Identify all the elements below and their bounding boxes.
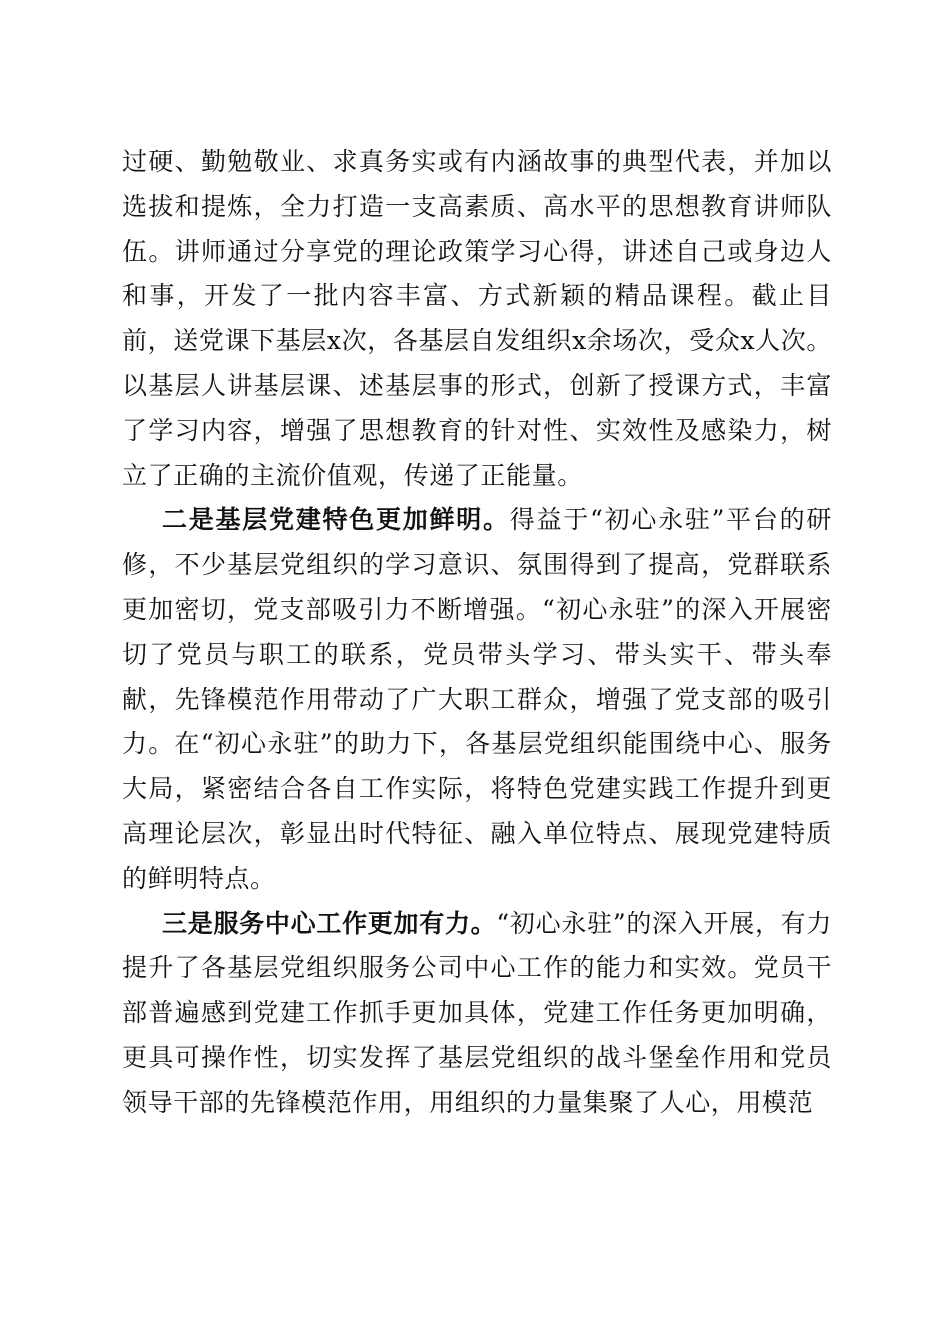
- paragraph-lead: 三是服务中心工作更加有力。: [162, 908, 497, 938]
- paragraph-point-three: [122, 902, 832, 1126]
- paragraph-continuation: [122, 140, 832, 498]
- paragraph-point-two: [122, 498, 832, 901]
- paragraph-body: 过硬、勤勉敬业、求真务实或有内涵故事的典型代表，并加以选拔和提炼，全力打造一支高素质、高水平的思想教育讲师队伍。讲师通过分享党的理论政策学习心得，讲述自己或身边人和事，开发了一批内容丰富、方式新颖的精品课程。截止目前，送党课下基层x次，各基层自发组织x余场次，受众x人次。以基层人讲基层课、述基层事的形式，创新了授课方式，丰富了学习内容，增强了思想教育的针对性、实效性及感染力，树立了正确的主流价值观，传递了正能量。: [122, 147, 832, 490]
- paragraph-body: 得益于“初心永驻”平台的研修，不少基层党组织的学习意识、氛围得到了提高，党群联系更加密切，党支部吸引力不断增强。“初心永驻”的深入开展密切了党员与职工的联系，党员带头学习、带头实干、带头奉献，先锋模范作用带动了广大职工群众，增强了党支部的吸引力。在“初心永驻”的助力下，各基层党组织能围绕中心、服务大局，紧密结合各自工作实际，将特色党建实践工作提升到更高理论层次，彰显出时代特征、融入单位特点、展现党建特质的鲜明特点。: [122, 505, 832, 893]
- paragraph-lead: 二是基层党建特色更加鲜明。: [162, 505, 510, 535]
- document-body: [122, 140, 832, 1126]
- paragraph-body: “初心永驻”的深入开展，有力提升了各基层党组织服务公司中心工作的能力和实效。党员干部普遍感到党建工作抓手更加具体，党建工作任务更加明确，更具可操作性，切实发挥了基层党组织的战斗堡垒作用和党员领导干部的先锋模范作用，用组织的力量集聚了人心，用模范: [122, 908, 832, 1117]
